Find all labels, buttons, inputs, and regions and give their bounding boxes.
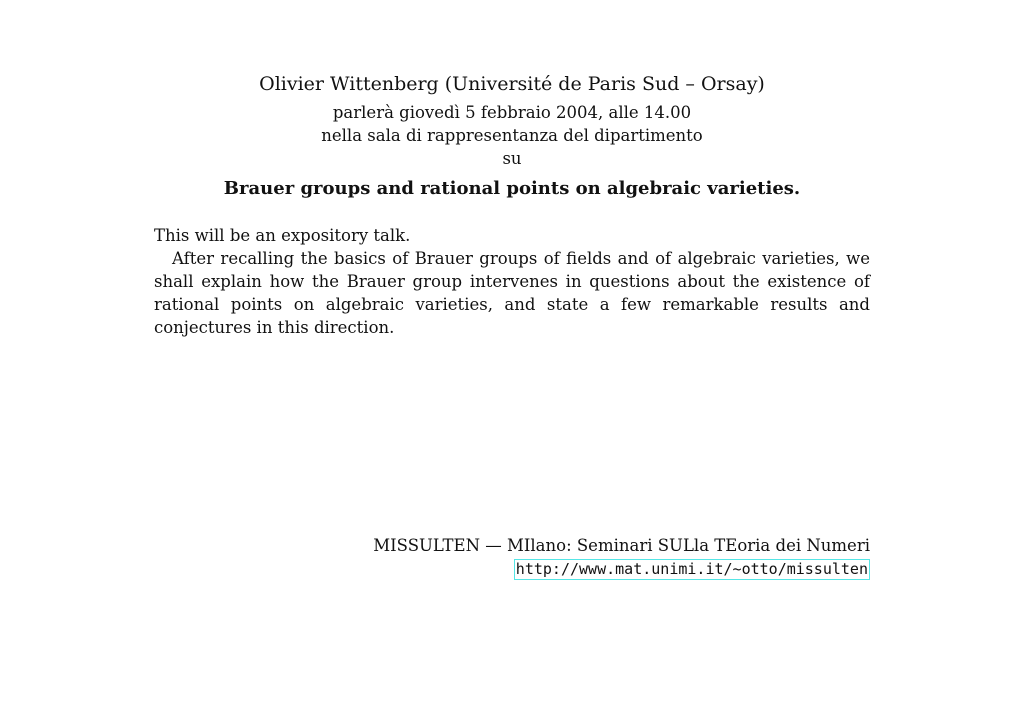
abstract-paragraph-1: This will be an expository talk.: [154, 226, 411, 245]
missulten-url-link[interactable]: http://www.mat.unimi.it/~otto/missulten: [515, 560, 868, 578]
talk-title: Brauer groups and rational points on algebraic varieties.: [223, 178, 801, 199]
footer: [154, 534, 870, 580]
su-line: su: [502, 149, 522, 168]
date-line: parlerà giovedì 5 febbraio 2004, alle 14.00: [332, 103, 692, 122]
url-line: [154, 559, 870, 580]
abstract-paragraph-2: After recalling the basics of Brauer groups of fields and of algebraic varieties, we shall explain how the Brauer group intervenes in questions about the existence of rational points on algebraic varieties, and state a few remarkable results and conjectures in this direction.: [154, 249, 870, 337]
announcement-header: [154, 70, 870, 202]
speaker-line: Olivier Wittenberg (Université de Paris Sud – Orsay): [259, 73, 765, 95]
abstract: [154, 224, 870, 339]
place-line: nella sala di rappresentanza del dipartimento: [321, 126, 703, 145]
series-name: MISSULTEN — MIlano: Seminari SULla TEoria dei Numeri: [373, 536, 870, 555]
